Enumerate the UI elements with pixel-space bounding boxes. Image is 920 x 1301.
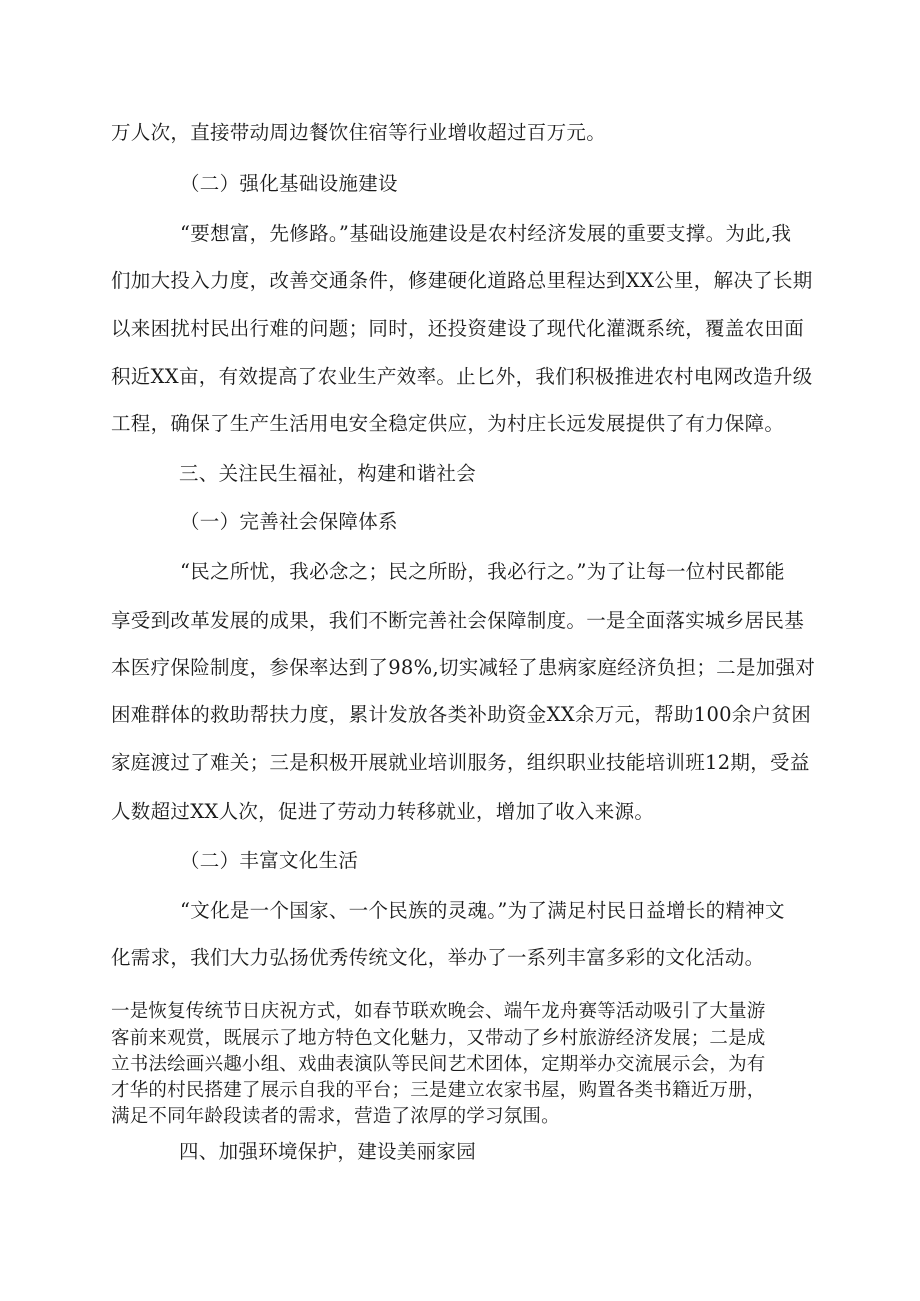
paragraph-line: 化需求，我们大力弘扬优秀传统文化，举办了一系列丰富多彩的文化活动。	[111, 946, 765, 969]
paragraph-line: 享受到改革发展的成果，我们不断完善社会保障制度。一是全面落实城乡居民基	[111, 609, 805, 632]
paragraph-line: 人数超过XX人次，促进了劳动力转移就业，增加了收入来源。	[111, 800, 655, 823]
paragraph-line: 万人次，直接带动周边餐饮住宿等行业增收超过百万元。	[111, 121, 607, 144]
paragraph-line: 本医疗保险制度，参保率达到了98%,切实减轻了患病家庭经济负担；二是加强对	[111, 656, 816, 679]
chapter-heading: 三、关注民生福祉，构建和谐社会	[179, 462, 477, 485]
paragraph-line: 满足不同年龄段读者的需求，营造了浓厚的学习氛围。	[111, 1106, 560, 1127]
paragraph-line: 家庭渡过了难关；三是积极开展就业培训服务，组织职业技能培训班12期，受益	[111, 751, 810, 774]
paragraph-line: 困难群体的救助帮扶力度，累计发放各类补助资金XX余万元，帮助100余户贫困	[111, 703, 812, 726]
paragraph-line: 们加大投入力度，改善交通条件，修建硬化道路总里程达到XX公里，解决了长期	[111, 269, 813, 292]
paragraph-line: “要想富，先修路。”基础设施建设是农村经济发展的重要支撑。为此,我	[180, 222, 792, 245]
paragraph-line: 客前来观赏，既展示了地方特色文化魅力，又带动了乡村旅游经济发展；二是成	[111, 1028, 766, 1049]
section-heading: （一）完善社会保障体系	[180, 510, 398, 533]
chapter-heading: 四、加强环境保护，建设美丽家园	[179, 1140, 477, 1163]
section-heading: （二）丰富文化生活	[180, 849, 359, 872]
paragraph-line: “民之所忧，我必念之；民之所盼，我必行之。”为了让每一位村民都能	[180, 560, 785, 583]
paragraph-line: 积近XX亩，有效提高了农业生产效率。止匕外，我们积极推进农村电网改造升级	[111, 365, 813, 388]
paragraph-line: 一是恢复传统节日庆祝方式，如春节联欢晚会、端午龙舟赛等活动吸引了大量游	[111, 1001, 766, 1022]
paragraph-line: 才华的村民搭建了展示自我的平台；三是建立农家书屋，购置各类书籍近万册，	[111, 1080, 766, 1101]
paragraph-line: 工程，确保了生产生活用电安全稳定供应，为村庄长远发展提供了有力保障。	[111, 412, 785, 435]
section-heading: （二）强化基础设施建设	[180, 172, 398, 195]
paragraph-line: 立书法绘画兴趣小组、戏曲表演队等民间艺术团体，定期举办交流展示会，为有	[111, 1054, 766, 1075]
paragraph-line: “文化是一个国家、一个民族的灵魂。”为了满足村民日益增长的精神文	[180, 899, 785, 922]
paragraph-line: 以来困扰村民出行难的问题；同时，还投资建设了现代化灌溉系统，覆盖农田面	[111, 317, 805, 340]
